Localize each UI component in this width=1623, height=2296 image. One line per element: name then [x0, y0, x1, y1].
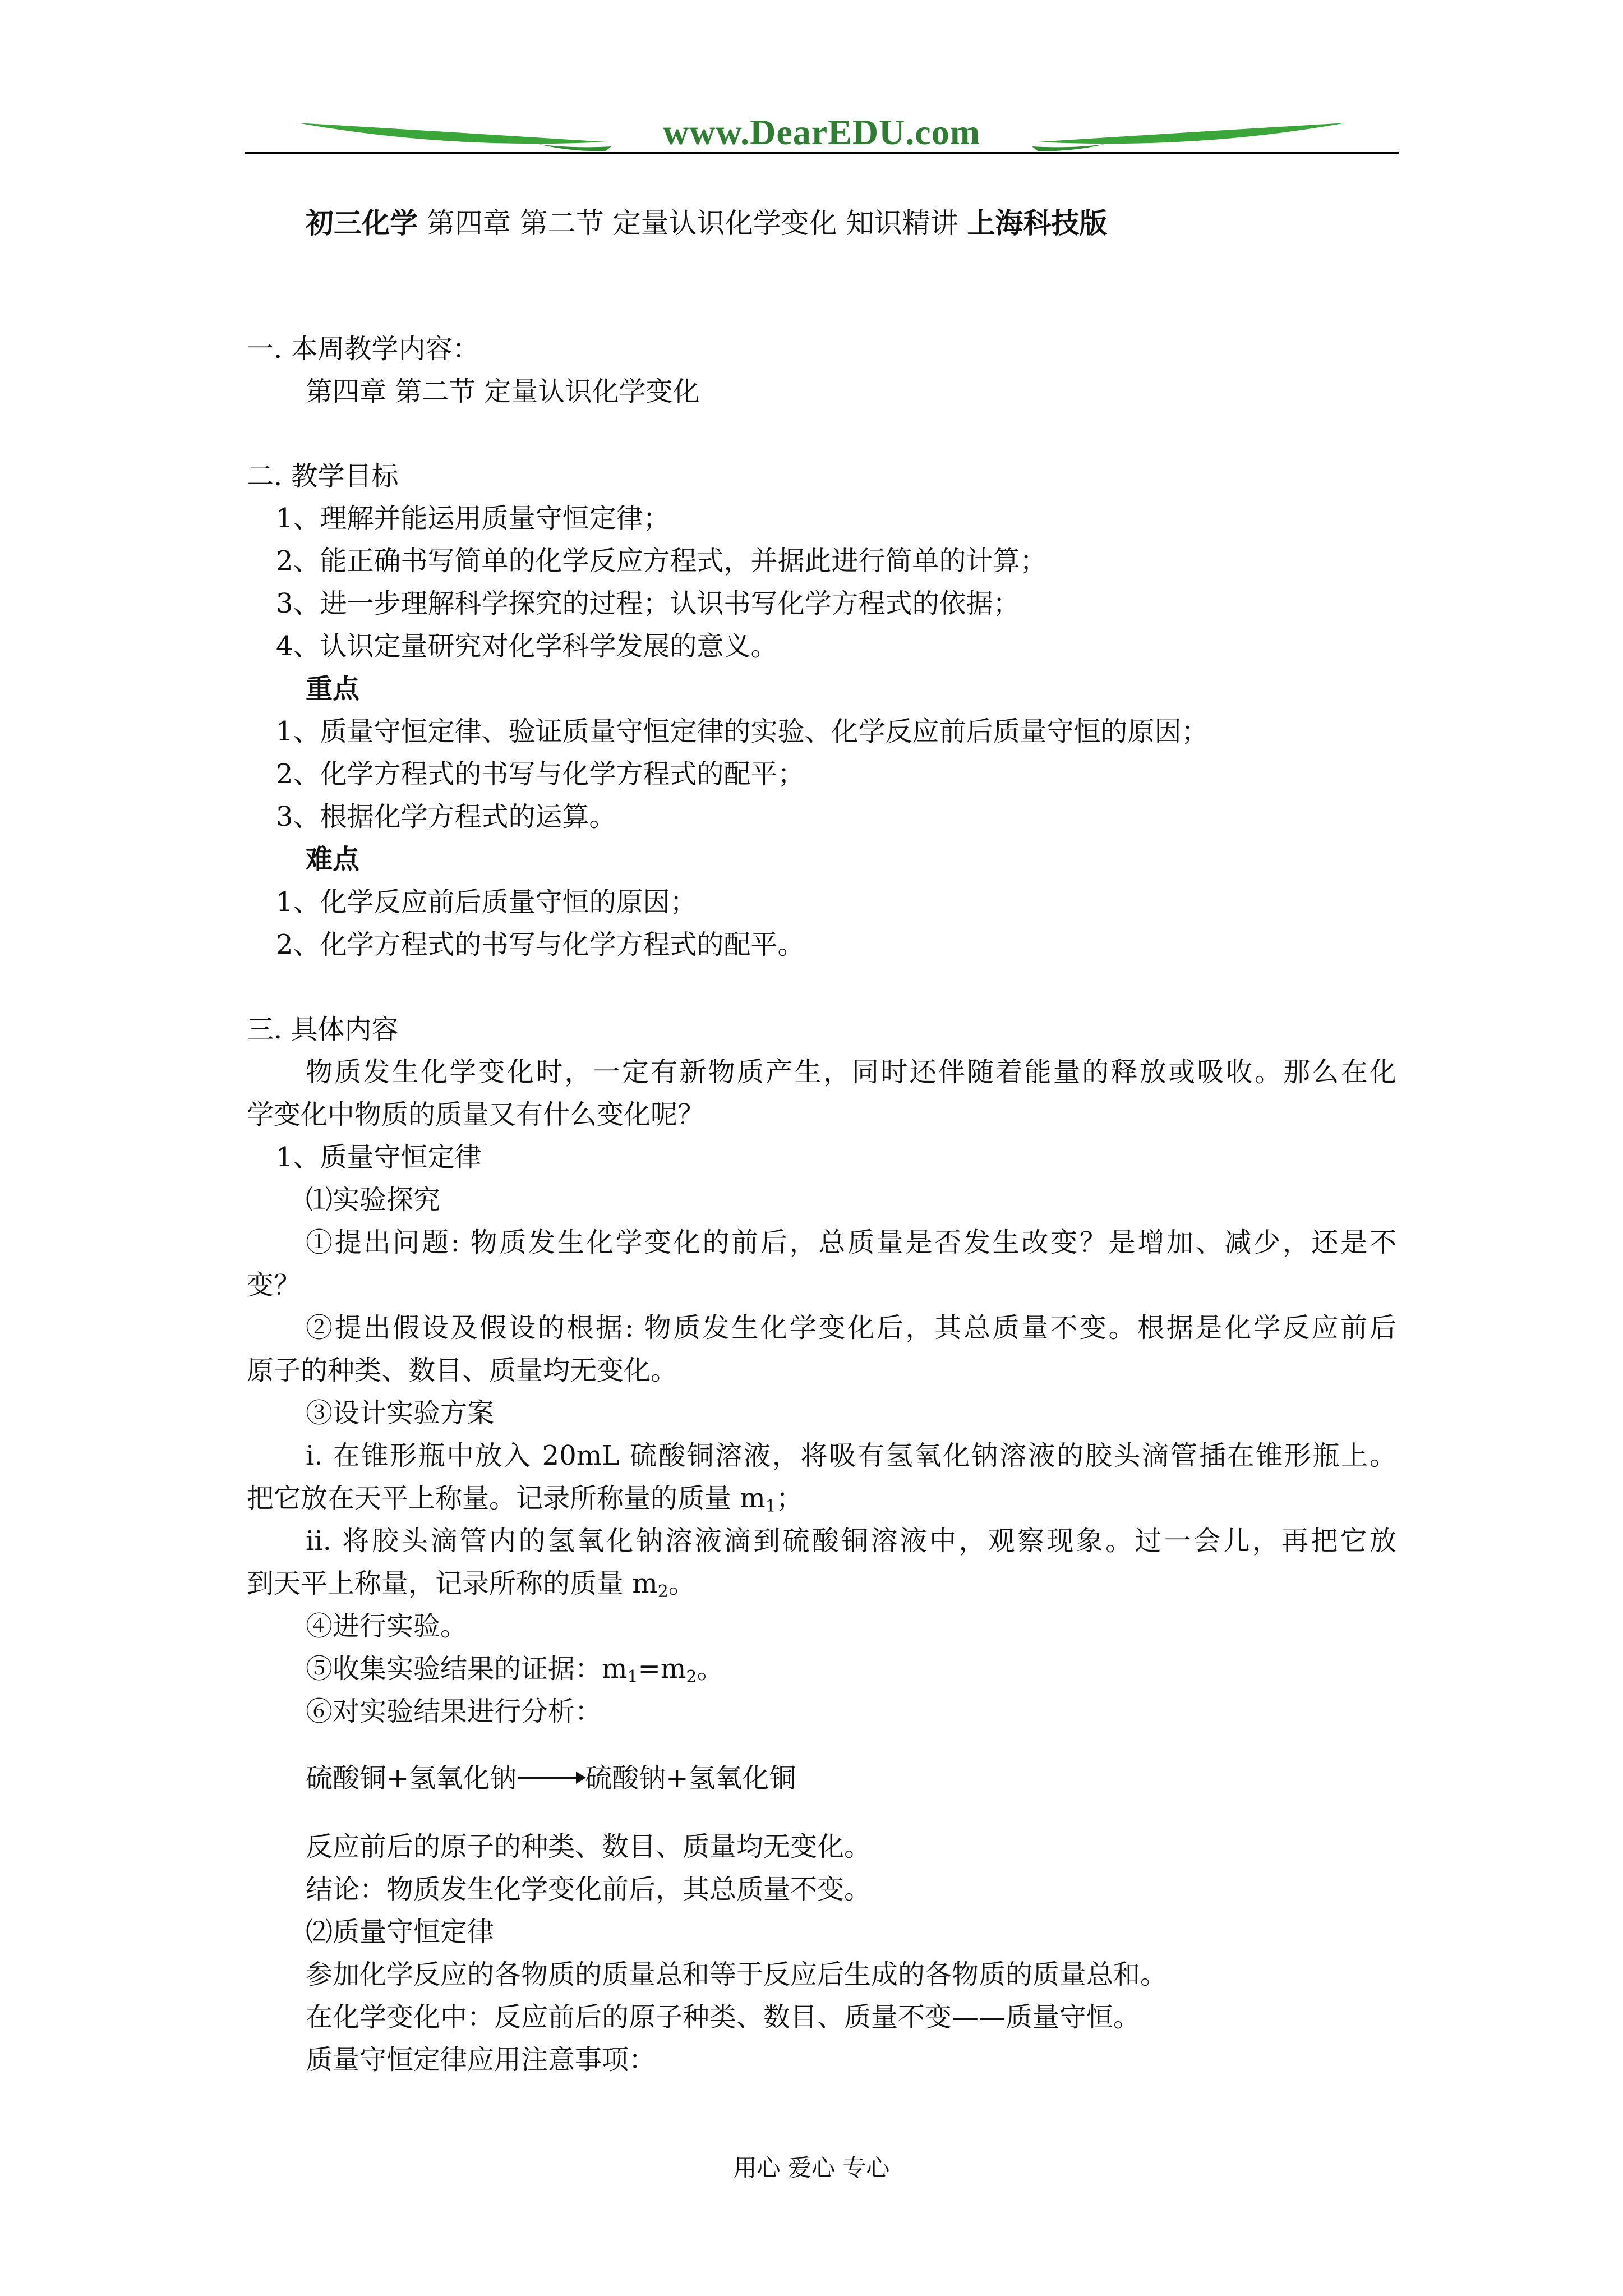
- goal-item: 3、进一步理解科学探究的过程；认识书写化学方程式的依据；: [276, 588, 1020, 619]
- arrow-icon: [518, 1777, 584, 1779]
- key-point-item: 1、质量守恒定律、验证质量守恒定律的实验、化学反应前后质量守恒的原因；: [276, 716, 1209, 747]
- intro-paragraph-cont: 学变化中物质的质量又有什么变化呢？: [247, 1099, 705, 1130]
- plan-i-subscript: 1: [765, 1497, 776, 1516]
- step4-text: ④进行实验。: [306, 1611, 468, 1642]
- title-middle: 第四章 第二节 定量认识化学变化 知识精讲: [418, 207, 967, 240]
- plan-ii-text-cont: [247, 1567, 695, 1609]
- law-attention-heading: 质量守恒定律应用注意事项：: [306, 2044, 656, 2076]
- plan-ii-subscript: 2: [657, 1582, 668, 1602]
- step1-text: ①提出问题: 物质发生化学变化的前后，总质量是否发生改变？是增加、减少，还是不: [306, 1227, 1396, 1258]
- plan-i-text-cont: [247, 1481, 803, 1524]
- logo-text: www.DearEDU.com: [663, 112, 980, 152]
- title-suffix: 上海科技版: [967, 206, 1108, 240]
- step5-mid: =m: [638, 1653, 686, 1685]
- plan-i-end: ；: [776, 1483, 803, 1514]
- law-sub-heading: ⑵质量守恒定律: [306, 1916, 495, 1948]
- experiment-heading: ⑴实验探究: [306, 1184, 441, 1216]
- header-logo: [247, 109, 1396, 171]
- step5-sub2: 2: [686, 1667, 697, 1687]
- page-footer: 用心 爱心 专心: [733, 2154, 890, 2182]
- header-divider: [245, 152, 1399, 154]
- key-point-item: 2、化学方程式的书写与化学方程式的配平；: [276, 758, 805, 790]
- section3-heading: 三. 具体内容: [247, 1014, 399, 1045]
- plan-ii-text: ii. 将胶头滴管内的氢氧化钠溶液滴到硫酸铜溶液中，观察现象。过一会儿，再把它放: [306, 1525, 1396, 1557]
- section1-content: 第四章 第二节 定量认识化学变化: [306, 376, 700, 407]
- conclusion-text: 结论：物质发生化学变化前后，其总质量不变。: [306, 1874, 872, 1905]
- reaction-equation: [306, 1761, 796, 1795]
- section1-heading: 一. 本周教学内容：: [247, 333, 479, 365]
- step5-end: 。: [697, 1653, 724, 1685]
- step5-pre: ⑤收集实验结果的证据：m: [306, 1653, 628, 1685]
- step2-text-cont: 原子的种类、数目、质量均无变化。: [247, 1355, 678, 1386]
- page-title: [306, 201, 1107, 241]
- intro-paragraph: 物质发生化学变化时，一定有新物质产生，同时还伴随着能量的释放或吸收。那么在化: [306, 1056, 1396, 1088]
- law-definition: 参加化学反应的各物质的质量总和等于反应后生成的各物质的质量总和。: [306, 1959, 1168, 1990]
- equation-products: 硫酸钠+氢氧化铜: [585, 1763, 796, 1794]
- analysis-text: 反应前后的原子的种类、数目、质量均无变化。: [306, 1831, 872, 1862]
- step1-text-cont: 变？: [247, 1269, 301, 1301]
- step6-text: ⑥对实验结果进行分析：: [306, 1696, 602, 1727]
- law-heading: 1、质量守恒定律: [276, 1142, 482, 1173]
- step2-text: ②提出假设及假设的根据: 物质发生化学变化后，其总质量不变。根据是化学反应前后: [306, 1312, 1396, 1343]
- difficult-point-item: 1、化学反应前后质量守恒的原因；: [276, 886, 697, 918]
- key-point-item: 3、根据化学方程式的运算。: [276, 801, 616, 832]
- goal-item: 1、理解并能运用质量守恒定律；: [276, 503, 670, 534]
- goal-item: 2、能正确书写简单的化学反应方程式，并据此进行简单的计算；: [276, 545, 1047, 577]
- difficult-points-label: 难点: [306, 844, 360, 875]
- plan-ii-main: 到天平上称量，记录所称的质量 m: [247, 1568, 658, 1599]
- law-note: 在化学变化中：反应前后的原子种类、数目、质量不变——质量守恒。: [306, 2001, 1141, 2033]
- plan-i-text: i. 在锥形瓶中放入 20mL 硫酸铜溶液，将吸有氢氧化钠溶液的胶头滴管插在锥形瓶上。: [306, 1440, 1396, 1471]
- step5-sub1: 1: [627, 1667, 638, 1687]
- difficult-point-item: 2、化学方程式的书写与化学方程式的配平。: [276, 929, 805, 960]
- equation-reactants: 硫酸铜+氢氧化钠: [306, 1763, 517, 1794]
- plan-i-main: 把它放在天平上称量。记录所称量的质量 m: [247, 1483, 766, 1514]
- goal-item: 4、认识定量研究对化学科学发展的意义。: [276, 631, 778, 662]
- section2-heading: 二. 教学目标: [247, 461, 399, 492]
- title-prefix: 初三化学: [306, 206, 418, 240]
- plan-ii-end: 。: [668, 1568, 695, 1599]
- step3-text: ③设计实验方案: [306, 1397, 495, 1429]
- key-points-label: 重点: [306, 673, 360, 705]
- step5-text: [306, 1652, 723, 1694]
